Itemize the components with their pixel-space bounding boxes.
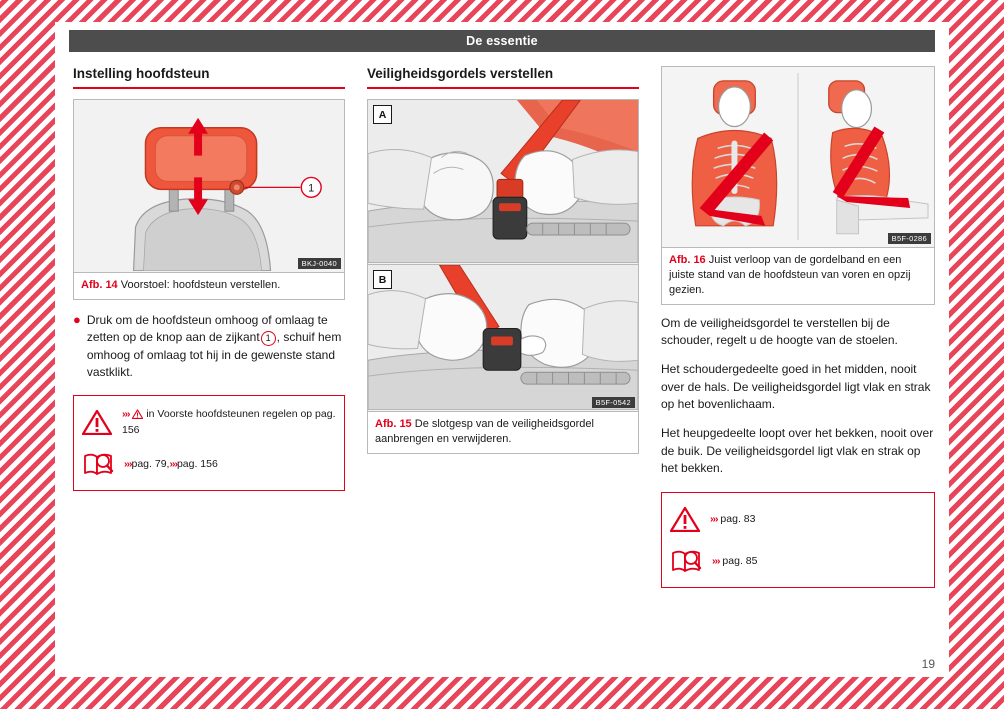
arrow-glyph-1: ››› bbox=[122, 408, 130, 421]
figure-code-b5f0286: B5F-0286 bbox=[888, 233, 931, 244]
reference-row-warning bbox=[82, 404, 336, 440]
figure-14-label: Afb. 14 bbox=[81, 279, 118, 291]
reference-text-5: pag. 85 bbox=[722, 554, 758, 567]
warning-triangle-icon bbox=[670, 506, 700, 532]
callout-1-inline: 1 bbox=[261, 331, 276, 346]
belt-paragraph-1: Om de veiligheidsgordel te verstellen bij de schouder, regelt u de hoogte van de stoelen. bbox=[661, 315, 898, 347]
section-title-seatbelt: Veiligheidsgordels verstellen bbox=[367, 66, 639, 89]
figure-15-label: Afb. 15 bbox=[375, 418, 412, 430]
figure-16-caption bbox=[661, 248, 935, 305]
figure-code-bkj0040: BKJ-0040 bbox=[298, 258, 341, 269]
panel-label-b: B bbox=[373, 270, 392, 289]
reference-row-book bbox=[82, 446, 336, 482]
headrest-instruction bbox=[73, 312, 345, 382]
reference-row-warning-text bbox=[122, 407, 336, 437]
reference-row-warning-belt-text bbox=[710, 512, 755, 526]
reference-row-warning-belt bbox=[670, 501, 926, 537]
buckle-release-illustration bbox=[368, 265, 638, 410]
reference-text-3: pag. 156 bbox=[176, 458, 218, 471]
figure-16-caption-text: Juist verloop van de gordelband en een juiste stand van de hoofdsteun van voren en opzij gezien. bbox=[669, 254, 911, 296]
page-title: De essentie bbox=[466, 34, 538, 48]
book-magnifier-icon bbox=[670, 548, 702, 574]
reference-row-book-belt-text bbox=[712, 554, 757, 568]
reference-text-1: in Voorste hoofdsteunen regelen op pag. 156 bbox=[122, 408, 336, 437]
column-belt-routing bbox=[661, 66, 935, 588]
svg-text:1: 1 bbox=[308, 182, 315, 195]
figure-15-caption-text: De slotgesp van de veiligheidsgordel aanbrengen en verwijderen. bbox=[375, 418, 594, 445]
belt-routing-illustration bbox=[662, 67, 934, 246]
column-headrest bbox=[73, 66, 345, 491]
section-title-headrest: Instelling hoofdsteun bbox=[73, 66, 345, 89]
reference-row-book-belt bbox=[670, 543, 926, 579]
reference-box-belt bbox=[661, 492, 935, 588]
headrest-instruction-part1: Druk om de hoofdsteun omhoog of omlaag te zetten op de knop aan de zijkant bbox=[86, 312, 328, 345]
figure-15b-buckle-release bbox=[367, 264, 639, 412]
mini-warning-icon bbox=[132, 409, 143, 423]
figure-14-caption-text: Voorstoel: hoofdsteun verstellen. bbox=[120, 279, 281, 291]
reference-row-book-text bbox=[124, 457, 218, 471]
reference-box-headrest bbox=[73, 395, 345, 491]
arrow-glyph-2: ››› bbox=[124, 458, 132, 471]
arrow-glyph-3: ››› bbox=[169, 458, 177, 471]
arrow-glyph-4: ››› bbox=[710, 512, 718, 525]
column-seatbelt bbox=[367, 66, 639, 454]
headrest-instruction-part2: , schuif hem omhoog of omlaag tot hij in de gewenste stand vastklikt. bbox=[86, 330, 342, 380]
figure-14-headrest bbox=[73, 99, 345, 273]
headrest-illustration bbox=[74, 100, 344, 271]
figure-15-caption bbox=[367, 412, 639, 454]
book-magnifier-icon bbox=[82, 451, 114, 477]
panel-label-a: A bbox=[373, 105, 392, 124]
figure-16-belt-routing bbox=[661, 66, 935, 248]
page-title-bar bbox=[69, 30, 935, 52]
figure-16-label: Afb. 16 bbox=[669, 254, 706, 266]
figure-15a-buckle-insert bbox=[367, 99, 639, 264]
reference-text-4: pag. 83 bbox=[720, 512, 756, 525]
figure-code-b5f0542: B5F-0542 bbox=[592, 397, 635, 408]
belt-paragraph-2: Het schoudergedeelte goed in het midden, nooit over de hals. De veiligheidsgordel ligt vlak en strak op het bovenlichaam. bbox=[661, 362, 931, 412]
headrest-instruction-text bbox=[87, 312, 345, 382]
reference-text-2: pag. 79, bbox=[131, 458, 170, 471]
buckle-insert-illustration bbox=[368, 100, 638, 263]
arrow-glyph-5: ››› bbox=[712, 554, 720, 567]
figure-14-caption bbox=[73, 273, 345, 300]
bullet-icon: ● bbox=[73, 311, 81, 327]
warning-triangle-icon bbox=[82, 409, 112, 435]
page-number: 19 bbox=[921, 657, 935, 671]
page-content bbox=[55, 22, 949, 677]
belt-body-text bbox=[661, 315, 935, 478]
belt-paragraph-3: Het heupgedeelte loopt over het bekken, nooit over de buik. De veiligheidsgordel ligt vlak en strak op het bekken. bbox=[661, 426, 934, 476]
